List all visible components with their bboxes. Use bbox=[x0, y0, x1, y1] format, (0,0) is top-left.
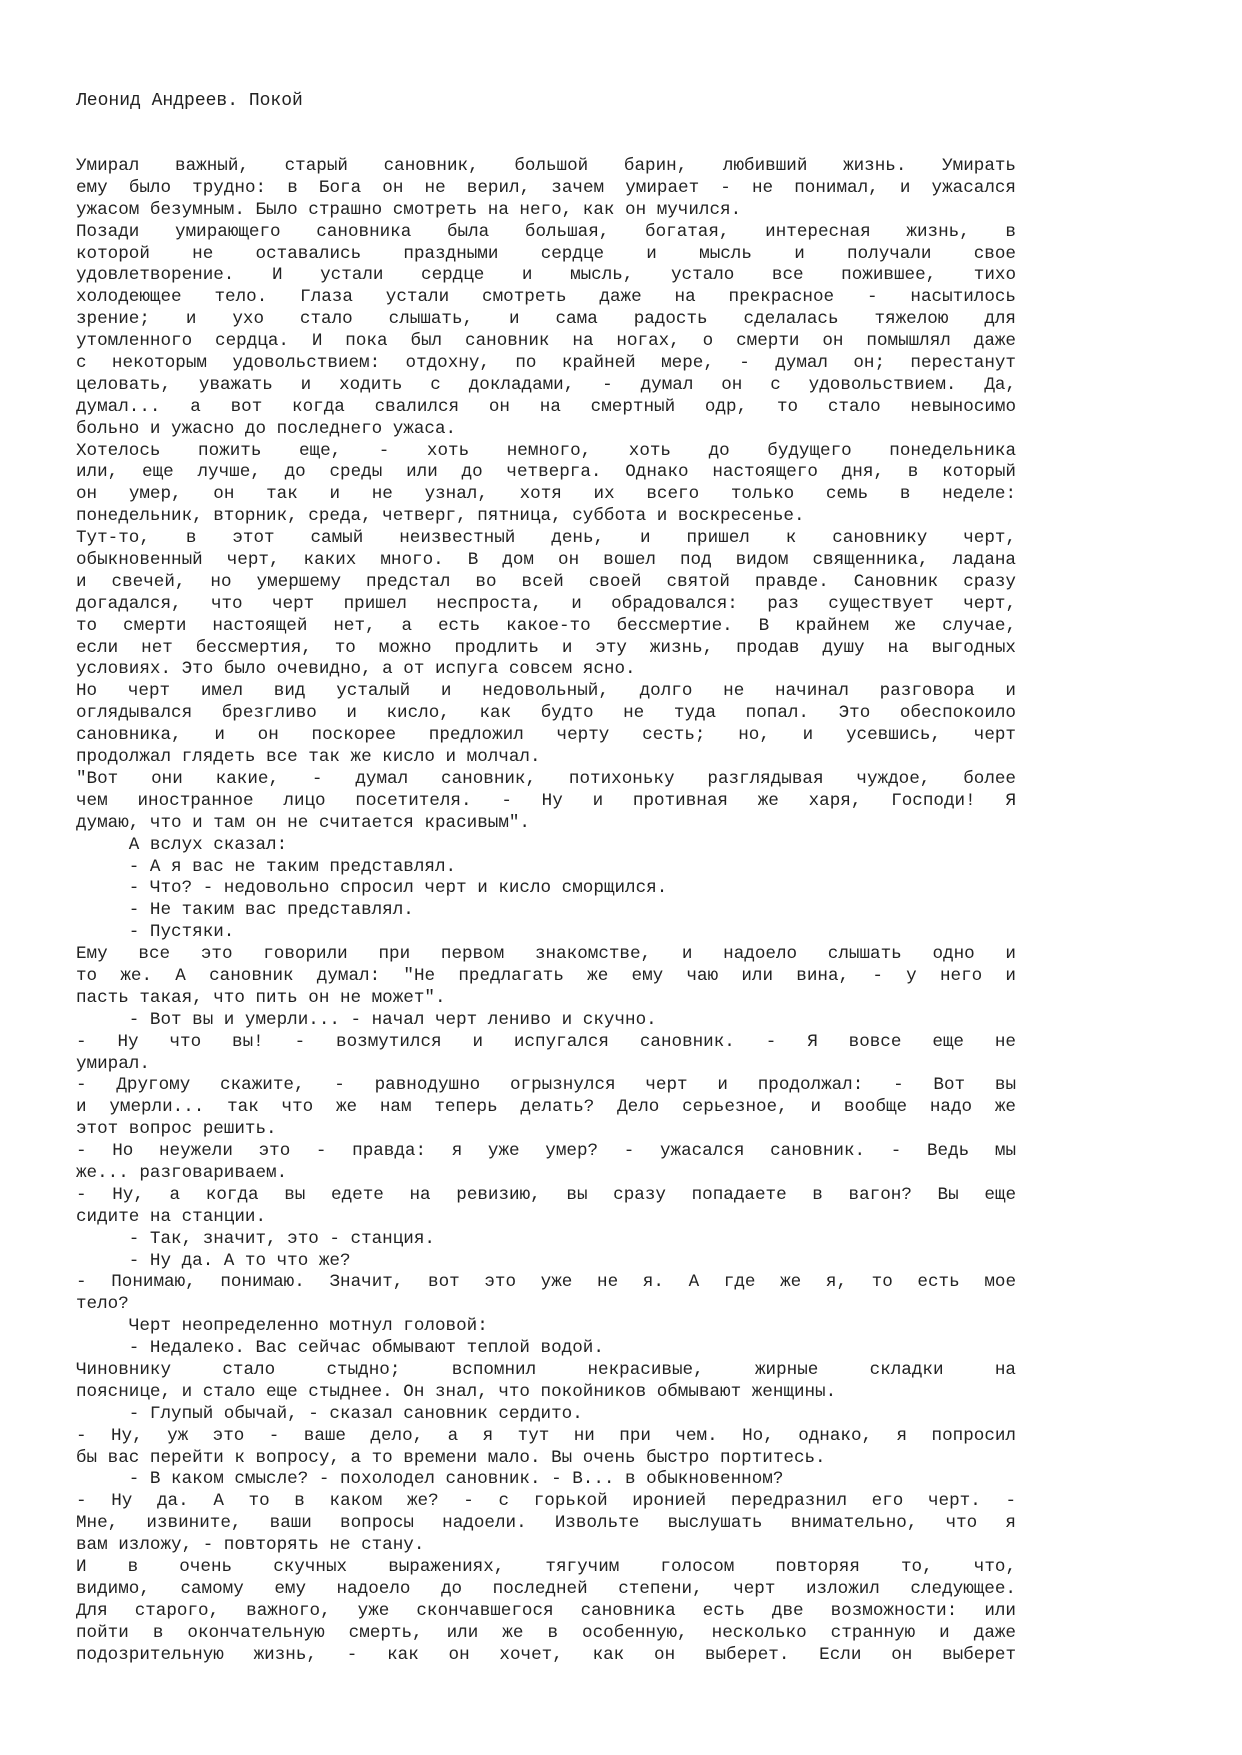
text-line: бы вас перейти к вопросу, а то времени мало. Вы очень быстро портитесь. bbox=[76, 1447, 826, 1468]
text-line: догадался, что черт пришел неспроста, и обрадовался: раз существует черт, bbox=[76, 593, 1016, 614]
text-line: он умер, он так и не узнал, хотя их всего только семь в неделе: bbox=[76, 484, 1016, 505]
text-line: Но черт имел вид усталый и недовольный, долго не начинал разговора и bbox=[76, 681, 1016, 702]
text-line: - Ну что вы! - возмутился и испугался сановник. - Я вовсе еще не bbox=[76, 1031, 1016, 1052]
text-line: умирал. bbox=[76, 1053, 150, 1074]
text-line: Для старого, важного, уже скончавшегося сановника есть две возможности: или bbox=[76, 1600, 1016, 1621]
text-line: - Вот вы и умерли... - начал черт лениво и скучно. bbox=[76, 1009, 657, 1030]
text-line: понедельник, вторник, среда, четверг, пятница, суббота и воскресенье. bbox=[76, 506, 805, 527]
text-line: или, еще лучше, до среды или до четверга. Однако настоящего дня, в который bbox=[76, 462, 1016, 483]
text-line: целовать, уважать и ходить с докладами, - думал он с удовольствием. Да, bbox=[76, 374, 1016, 395]
text-line: Черт неопределенно мотнул головой: bbox=[76, 1316, 488, 1337]
text-line: ужасом безумным. Было страшно смотреть на него, как он мучился. bbox=[76, 199, 742, 220]
text-line: - Другому скажите, - равнодушно огрызнулся черт и продолжал: - Вот вы bbox=[76, 1075, 1016, 1096]
text-line: - Ну, а когда вы едете на ревизию, вы сразу попадаете в вагон? Вы еще bbox=[76, 1184, 1016, 1205]
text-line: то смерти настоящей нет, а есть какое-то бессмертие. В крайнем же случае, bbox=[76, 615, 1016, 636]
text-line: - Что? - недовольно спросил черт и кисло сморщился. bbox=[76, 878, 668, 899]
text-line: - Глупый обычай, - сказал сановник сердито. bbox=[76, 1403, 583, 1424]
text-line: если нет бессмертия, то можно продлить и эту жизнь, продав душу на выгодных bbox=[76, 637, 1016, 658]
text-line: сидите на станции. bbox=[76, 1206, 267, 1227]
text-line: с некоторым удовольствием: отдохну, по крайней мере, - думал он; перестанут bbox=[76, 353, 1016, 374]
document-body bbox=[76, 156, 1016, 1666]
text-line: ему было трудно: в Бога он не верил, зачем умирает - не понимал, и ужасался bbox=[76, 177, 1016, 198]
text-line: - Понимаю, понимаю. Значит, вот это уже не я. А где же я, то есть мое bbox=[76, 1272, 1016, 1293]
text-line: чем иностранное лицо посетителя. - Ну и противная же харя, Господи! Я bbox=[76, 790, 1016, 811]
text-line: удовлетворение. И устали сердце и мысль, устало все пожившее, тихо bbox=[76, 265, 1016, 286]
text-line: - Ну да. А то что же? bbox=[76, 1250, 351, 1271]
text-line: и умерли... так что же нам теперь делать? Дело серьезное, и вообще надо же bbox=[76, 1097, 1016, 1118]
text-line: И в очень скучных выражениях, тягучим голосом повторяя то, что, bbox=[76, 1557, 1016, 1577]
text-line: Позади умирающего сановника была большая, богатая, интересная жизнь, в bbox=[76, 221, 1016, 242]
text-line: холодеющее тело. Глаза устали смотреть даже на прекрасное - насытилось bbox=[76, 287, 1016, 308]
text-line: условиях. Это было очевидно, а от испуга совсем ясно. bbox=[76, 659, 636, 680]
text-line: продолжал глядеть все так же кисло и молчал. bbox=[76, 747, 541, 768]
text-line: которой не оставались праздными сердце и мысль и получали свое bbox=[76, 243, 1016, 264]
text-line: обыкновенный черт, каких много. В дом он вошел под видом священника, ладана bbox=[76, 550, 1016, 571]
text-line: Мне, извините, ваши вопросы надоели. Извольте выслушать внимательно, что я bbox=[76, 1513, 1016, 1534]
text-line: же... разговариваем. bbox=[76, 1162, 288, 1183]
text-line: утомленного сердца. И пока был сановник на ногах, о смерти он помышлял даже bbox=[76, 331, 1016, 352]
text-line: пойти в окончательную смерть, или же в особенную, несколько странную и даже bbox=[76, 1622, 1016, 1643]
text-line: - Но неужели это - правда: я уже умер? - ужасался сановник. - Ведь мы bbox=[76, 1141, 1016, 1162]
text-line: - Ну, уж это - ваше дело, а я тут ни при чем. Но, однако, я попросил bbox=[76, 1425, 1016, 1446]
text-line: "Вот они какие, - думал сановник, потихоньку разглядывая чуждое, более bbox=[76, 768, 1016, 789]
text-line: - Недалеко. Вас сейчас обмывают теплой водой. bbox=[76, 1338, 604, 1359]
text-line: тело? bbox=[76, 1294, 129, 1315]
text-line: больно и ужасно до последнего ужаса. bbox=[76, 418, 457, 439]
text-line: - В каком смысле? - похолодел сановник. - В... в обыкновенном? bbox=[76, 1469, 784, 1490]
text-line: вам изложу, - повторять не стану. bbox=[76, 1535, 425, 1556]
document-title: Леонид Андреев. Покой bbox=[76, 91, 303, 111]
text-line: А вслух сказал: bbox=[76, 834, 288, 855]
text-line: Умирал важный, старый сановник, большой барин, любивший жизнь. Умирать bbox=[76, 156, 1016, 176]
text-line: то же. А сановник думал: "Не предлагать же ему чаю или вина, - у него и bbox=[76, 965, 1016, 986]
text-line: и свечей, но умершему предстал во всей своей святой правде. Сановник сразу bbox=[76, 571, 1016, 592]
text-line: пояснице, и стало еще стыднее. Он знал, что покойников обмывают женщины. bbox=[76, 1381, 837, 1402]
text-line: Ему все это говорили при первом знакомстве, и надоело слышать одно и bbox=[76, 944, 1016, 965]
text-line: думал... а вот когда свалился он на смертный одр, то стало невыносимо bbox=[76, 396, 1016, 417]
text-line: Чиновнику стало стыдно; вспомнил некрасивые, жирные складки на bbox=[76, 1359, 1016, 1380]
text-line: оглядывался брезгливо и кисло, как будто не туда попал. Это обеспокоило bbox=[76, 703, 1016, 724]
text-line: - А я вас не таким представлял. bbox=[76, 856, 457, 877]
text-line: думаю, что и там он не считается красивым". bbox=[76, 812, 530, 833]
text-line: - Так, значит, это - станция. bbox=[76, 1228, 435, 1249]
text-line: сановника, и он поскорее предложил черту сесть; но, и усевшись, черт bbox=[76, 725, 1016, 746]
text-line: - Пустяки. bbox=[76, 922, 235, 943]
text-line: этот вопрос решить. bbox=[76, 1119, 277, 1140]
text-line: видимо, самому ему надоело до последней степени, черт изложил следующее. bbox=[76, 1578, 1016, 1599]
text-line: зрение; и ухо стало слышать, и сама радость сделалась тяжелою для bbox=[76, 309, 1016, 330]
text-line: Тут-то, в этот самый неизвестный день, и пришел к сановнику черт, bbox=[76, 528, 1016, 549]
text-line: - Ну да. А то в каком же? - с горькой иронией передразнил его черт. - bbox=[76, 1491, 1016, 1512]
text-line: подозрительную жизнь, - как он хочет, как он выберет. Если он выберет bbox=[76, 1644, 1016, 1665]
text-line: Хотелось пожить еще, - хоть немного, хоть до будущего понедельника bbox=[76, 440, 1016, 461]
text-line: пасть такая, что пить он не может". bbox=[76, 987, 446, 1008]
text-line: - Не таким вас представлял. bbox=[76, 900, 414, 921]
